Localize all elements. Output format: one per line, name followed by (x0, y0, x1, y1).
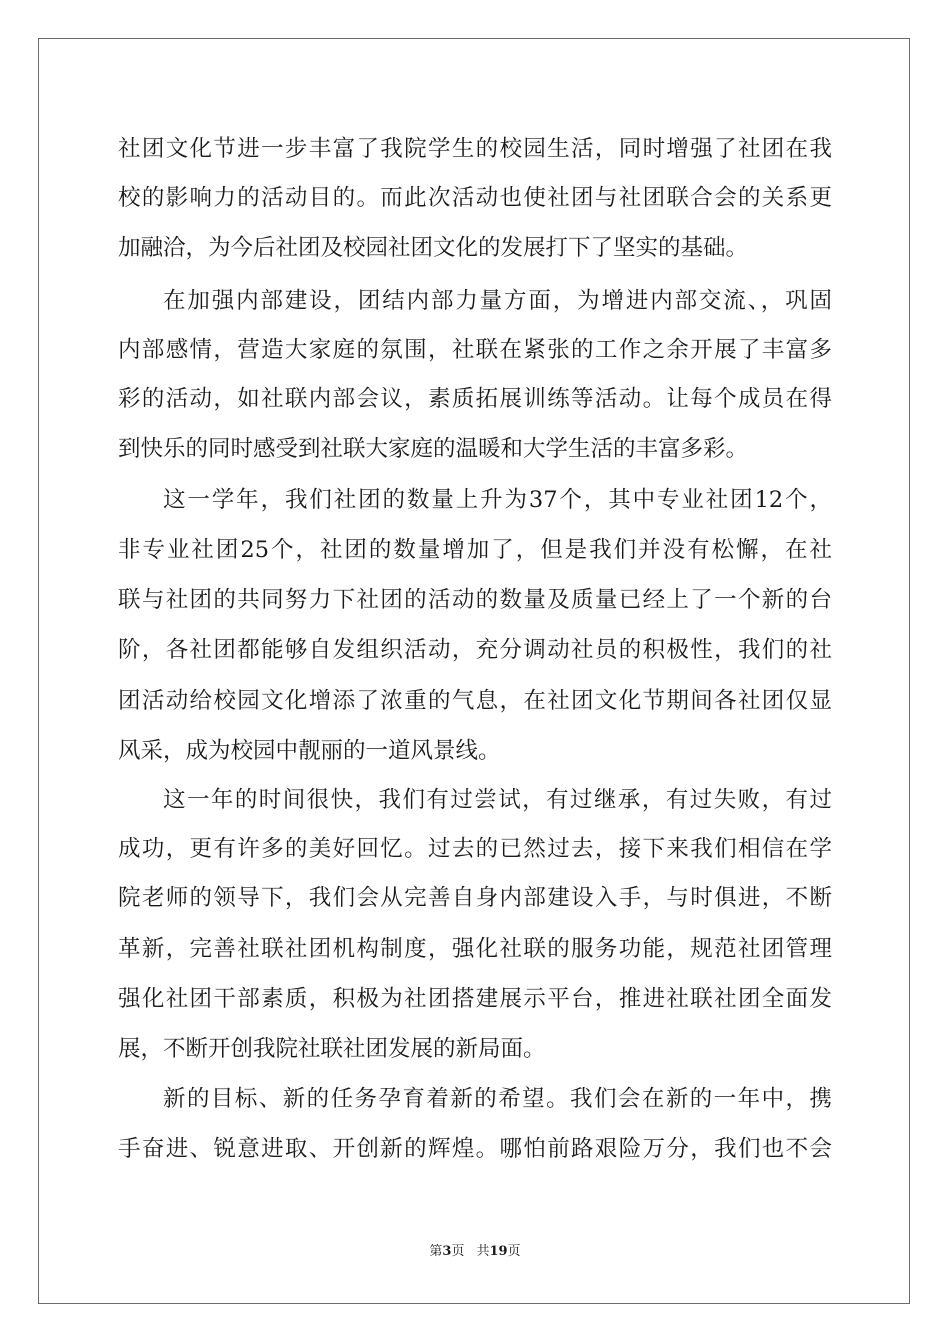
text-line: 院老师的领导下，我们会从完善自身内部建设入手，与时俱进，不断 (118, 885, 832, 911)
page-total: 19 (489, 1244, 508, 1259)
text-line: 加融洽，为今后社团及校园社团文化的发展打下了坚实的基础。 (118, 235, 749, 261)
total-unit: 页 (507, 1244, 521, 1259)
text-line: 到快乐的同时感受到社联大家庭的温暖和大学生活的丰富多彩。 (118, 436, 749, 462)
text-line: 内部感情，营造大家庭的氛围，社联在紧张的工作之余开展了丰富多 (118, 337, 832, 363)
text-line: 风采，成为校园中靓丽的一道风景线。 (118, 738, 501, 764)
text-line: 这一学年，我们社团的数量上升为37个，其中专业社团12个， (163, 487, 832, 513)
text-line: 非专业社团25个，社团的数量增加了，但是我们并没有松懈，在社 (118, 537, 832, 563)
text-line: 彩的活动，如社联内部会议，素质拓展训练等活动。让每个成员在得 (118, 386, 832, 412)
text-line: 强化社团干部素质，积极为社团搭建展示平台，推进社联社团全面发 (118, 986, 832, 1012)
page-border (38, 38, 910, 1304)
text-line: 展，不断开创我院社联社团发展的新局面。 (118, 1036, 546, 1062)
page-current: 3 (442, 1244, 452, 1259)
text-line: 社团文化节进一步丰富了我院学生的校园生活，同时增强了社团在我 (118, 136, 832, 162)
text-line: 联与社团的共同努力下社团的活动的数量及质量已经上了一个新的台 (118, 587, 832, 613)
page-unit: 页 (451, 1244, 465, 1259)
text-line: 团活动给校园文化增添了浓重的气息，在社团文化节期间各社团仅显 (118, 688, 832, 714)
text-line: 阶，各社团都能够自发组织活动，充分调动社员的积极性，我们的社 (118, 637, 832, 663)
text-line: 校的影响力的活动目的。而此次活动也使社团与社团联合会的关系更 (118, 185, 832, 211)
text-line: 手奋进、锐意进取、开创新的辉煌。哪怕前路艰险万分，我们也不会 (118, 1136, 832, 1162)
text-line: 这一年的时间很快，我们有过尝试，有过继承，有过失败，有过 (163, 787, 832, 813)
text-line: 革新，完善社联社团机构制度，强化社联的服务功能，规范社团管理 (118, 936, 832, 962)
page-prefix: 第 (429, 1244, 443, 1259)
text-line: 在加强内部建设，团结内部力量方面，为增进内部交流、，巩固 (163, 288, 832, 314)
total-prefix: 共 (476, 1244, 490, 1259)
page-footer (0, 1244, 950, 1260)
text-line: 新的目标、新的任务孕育着新的希望。我们会在新的一年中，携 (163, 1086, 832, 1112)
text-line: 成功，更有许多的美好回忆。过去的已然过去，接下来我们相信在学 (118, 836, 832, 862)
